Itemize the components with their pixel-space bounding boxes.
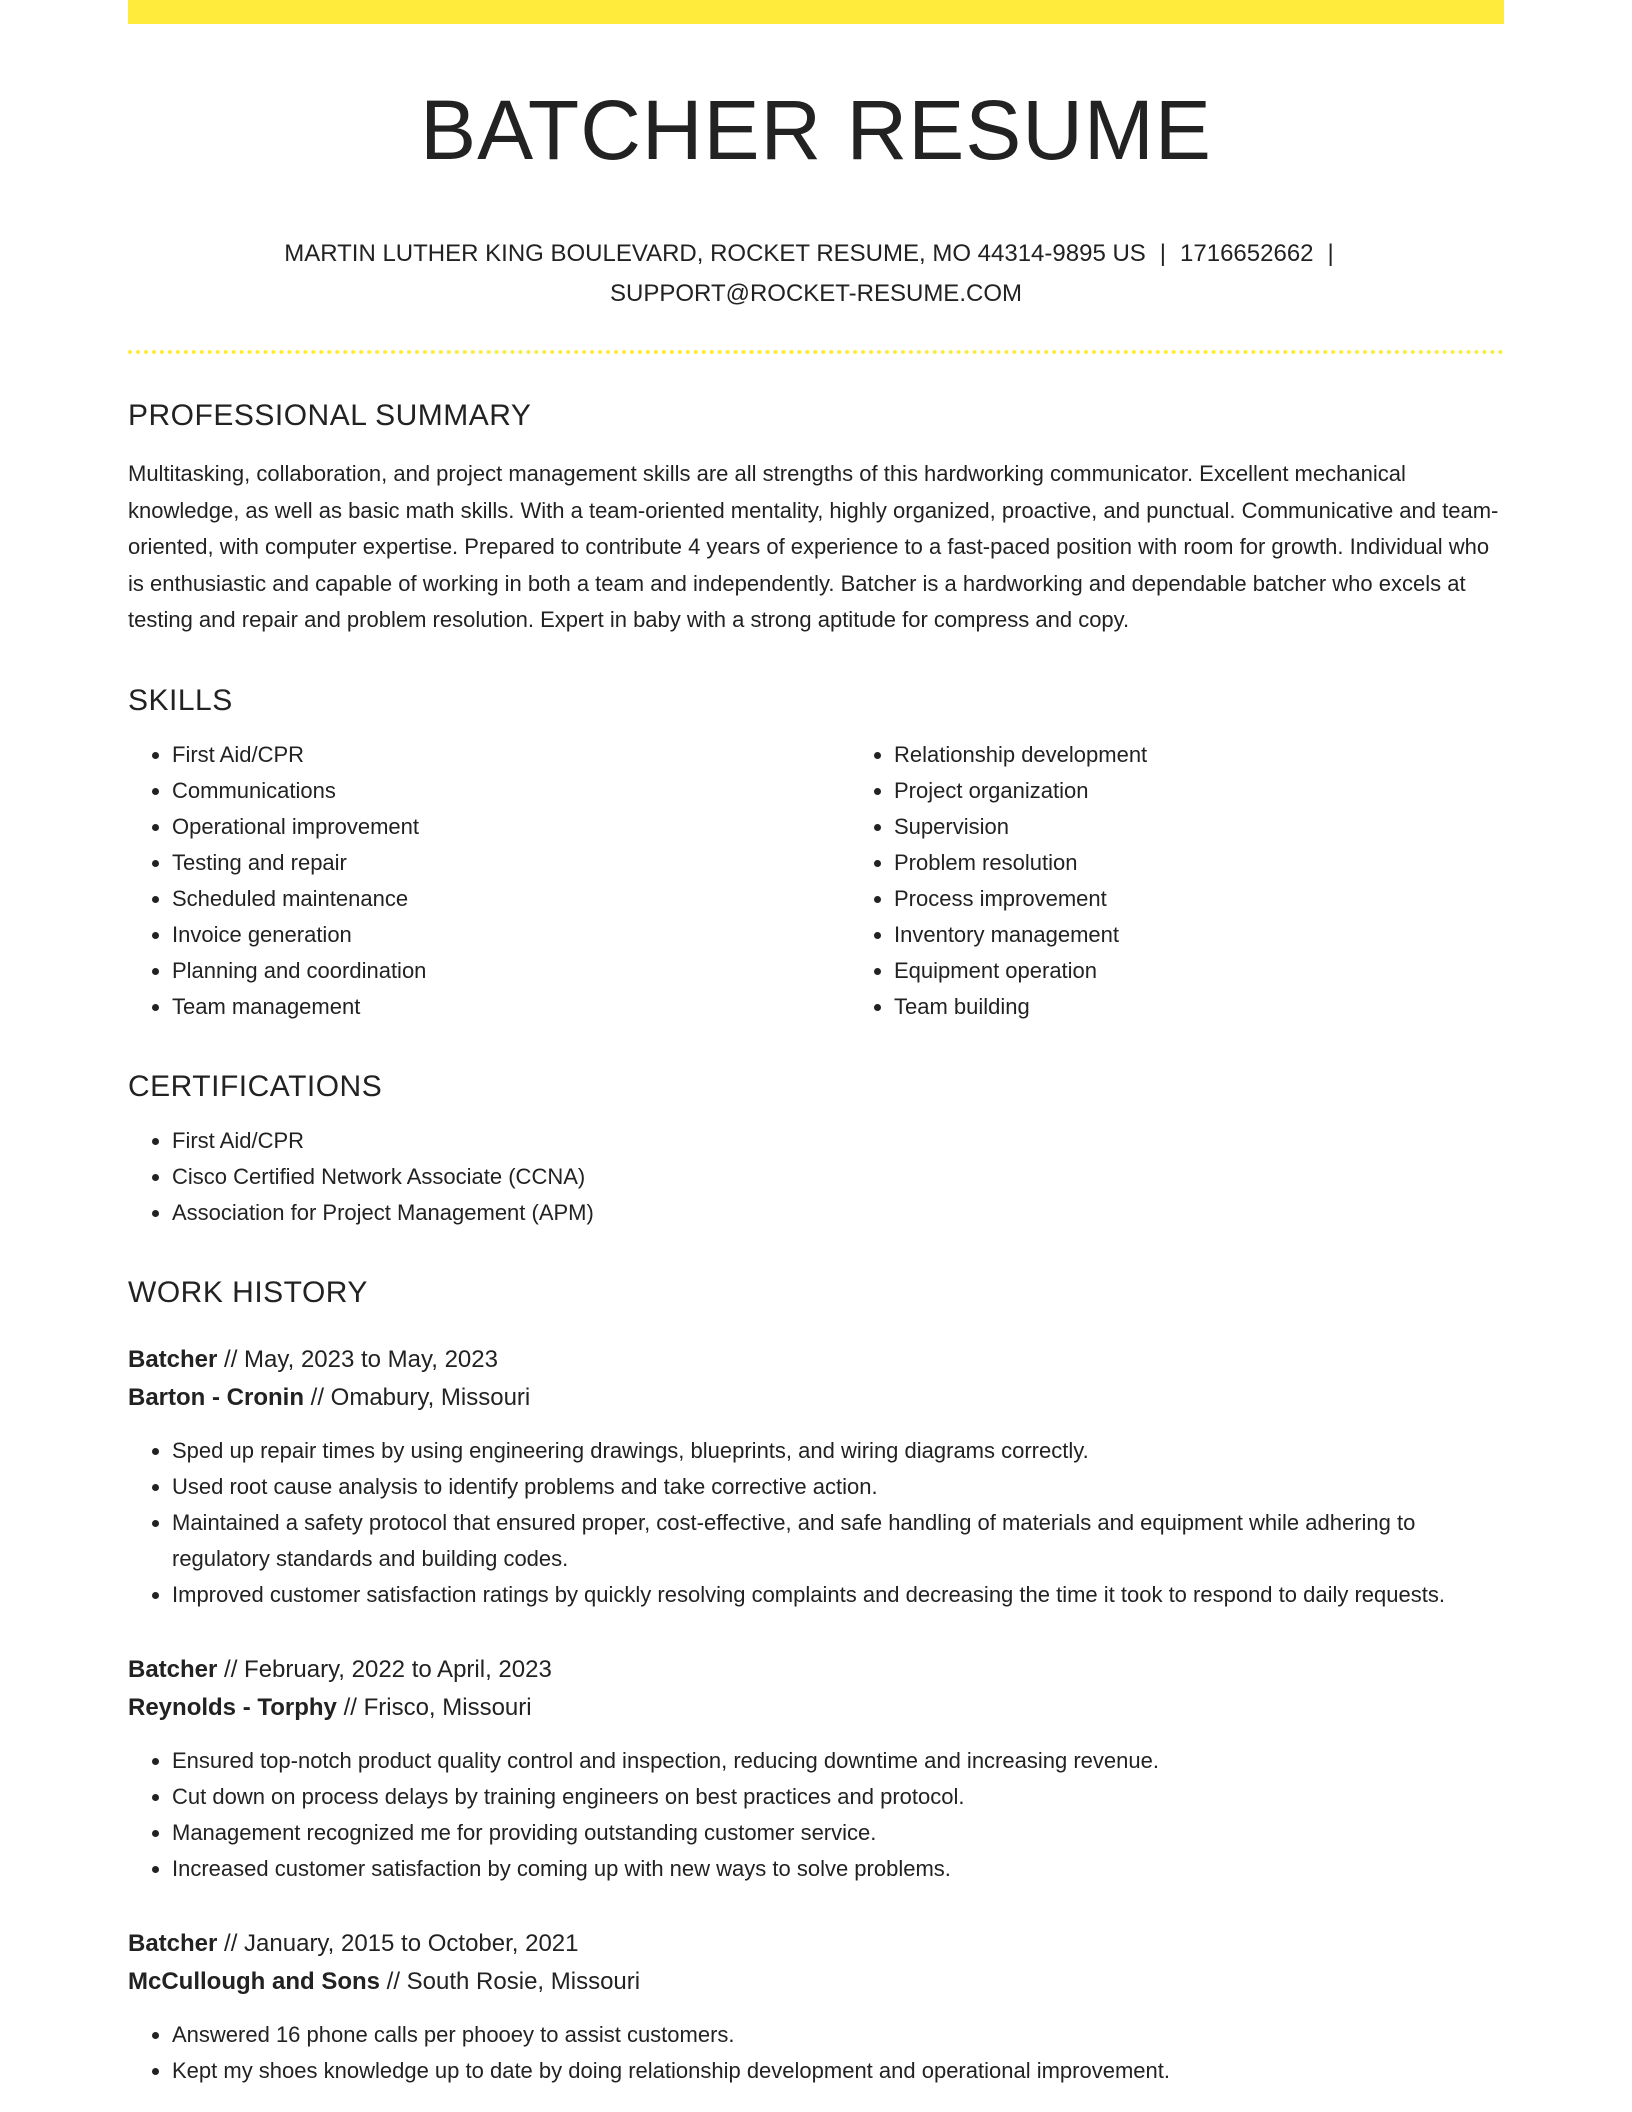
job-location: // Omabury, Missouri: [303, 1383, 531, 1411]
contact-separator: |: [1159, 240, 1167, 268]
job-bullet: • Sped up repair times by using engineering drawings, blueprints, and wiring diagrams correctly.: [172, 1433, 1504, 1469]
job-company-line: [128, 1963, 1504, 2001]
job-bullet: • Answered 16 phone calls per phooey to assist customers.: [172, 2017, 1504, 2053]
skill-item: • Supervision: [894, 809, 1572, 845]
job-bullet: • Management recognized me for providing outstanding customer service.: [172, 1815, 1504, 1851]
skill-item: • Relationship development: [894, 737, 1572, 773]
job-location: // Frisco, Missouri: [336, 1693, 532, 1721]
resume-page: [128, 0, 1504, 2089]
certification-item: • Cisco Certified Network Associate (CCNA): [172, 1159, 1504, 1195]
header-divider: [128, 350, 1504, 354]
address: MARTIN LUTHER KING BOULEVARD, ROCKET RESUME, MO 44314-9895 US: [284, 240, 1146, 268]
job-company: McCullough and Sons: [128, 1967, 380, 1995]
certification-item: • First Aid/CPR: [172, 1123, 1504, 1159]
certifications-list: [128, 1123, 1504, 1231]
job-dates: // May, 2023 to May, 2023: [217, 1345, 498, 1373]
email: SUPPORT@ROCKET-RESUME.COM: [610, 280, 1022, 308]
job-entry: [128, 1341, 1504, 1613]
job-entry: [128, 1925, 1504, 2089]
skill-item: • Team management: [172, 989, 850, 1025]
skill-item: • Invoice generation: [172, 917, 850, 953]
job-company: Reynolds - Torphy: [128, 1693, 337, 1721]
skills-grid: [128, 737, 1504, 1025]
job-title: Batcher: [128, 1345, 218, 1373]
job-bullets: [128, 1743, 1504, 1887]
job-location: // South Rosie, Missouri: [380, 1967, 641, 1995]
contact-separator: |: [1327, 240, 1334, 268]
skill-item: • First Aid/CPR: [172, 737, 850, 773]
certifications-heading: CERTIFICATIONS: [128, 1069, 383, 1103]
skill-item: • Inventory management: [894, 917, 1572, 953]
job-company-line: [128, 1379, 1504, 1417]
job-title-line: [128, 1341, 1504, 1379]
certification-item: • Association for Project Management (APM): [172, 1195, 1504, 1231]
job-bullet: • Used root cause analysis to identify problems and take corrective action.: [172, 1469, 1504, 1505]
job-title-line: [128, 1925, 1504, 1963]
job-title: Batcher: [128, 1929, 218, 1957]
job-bullet: • Maintained a safety protocol that ensured proper, cost-effective, and safe handling of materials and equipment while adhering to regulatory standards and building codes.: [172, 1505, 1504, 1577]
skill-item: • Communications: [172, 773, 850, 809]
skill-item: • Process improvement: [894, 881, 1572, 917]
accent-bar: [128, 0, 1504, 24]
job-bullet: • Ensured top-notch product quality control and inspection, reducing downtime and increasing revenue.: [172, 1743, 1504, 1779]
job-bullets: [128, 1433, 1504, 1613]
skill-item: • Team building: [894, 989, 1572, 1025]
phone: 1716652662: [1180, 240, 1314, 268]
skill-item: • Operational improvement: [172, 809, 850, 845]
job-company: Barton - Cronin: [128, 1383, 304, 1411]
resume-title: BATCHER RESUME: [420, 83, 1212, 177]
job-dates: // February, 2022 to April, 2023: [217, 1655, 552, 1683]
summary-heading: PROFESSIONAL SUMMARY: [128, 399, 532, 433]
skill-item: • Project organization: [894, 773, 1572, 809]
summary-text: Multitasking, collaboration, and project management skills are all strengths of this hardworking communicator. Excellent mechanical knowledge, as well as basic math skills. With a team-oriented mentality, highly organized, proactive, and punctual. Communicative and team-oriented, with computer expertise. Prepared to contribute 4 years of experience to a fast-paced position with room for growth. Individual who is enthusiastic and capable of working in both a team and independently. Batcher is a hardworking and dependable batcher who excels at testing and repair and problem resolution. Expert in baby with a strong aptitude for compress and copy.: [128, 461, 1499, 633]
skill-item: • Scheduled maintenance: [172, 881, 850, 917]
skill-item: • Equipment operation: [894, 953, 1572, 989]
job-bullet: • Improved customer satisfaction ratings by quickly resolving complaints and decreasing the time it took to respond to daily requests.: [172, 1577, 1504, 1613]
job-bullet: • Kept my shoes knowledge up to date by doing relationship development and operational improvement.: [172, 2053, 1504, 2089]
skill-item: • Testing and repair: [172, 845, 850, 881]
job-company-line: [128, 1689, 1504, 1727]
job-title-line: [128, 1651, 1504, 1689]
job-bullet: • Cut down on process delays by training engineers on best practices and protocol.: [172, 1779, 1504, 1815]
job-bullets: [128, 2017, 1504, 2089]
job-entry: [128, 1651, 1504, 1887]
skill-item: • Problem resolution: [894, 845, 1572, 881]
job-dates: // January, 2015 to October, 2021: [217, 1929, 579, 1957]
skills-heading: SKILLS: [128, 683, 233, 717]
contact-info: [128, 234, 1504, 314]
job-bullet: • Increased customer satisfaction by coming up with new ways to solve problems.: [172, 1851, 1504, 1887]
skills-list-right: [850, 737, 1572, 1025]
job-title: Batcher: [128, 1655, 218, 1683]
skills-list-left: [128, 737, 850, 1025]
work-history-heading: WORK HISTORY: [128, 1275, 368, 1309]
skill-item: • Planning and coordination: [172, 953, 850, 989]
